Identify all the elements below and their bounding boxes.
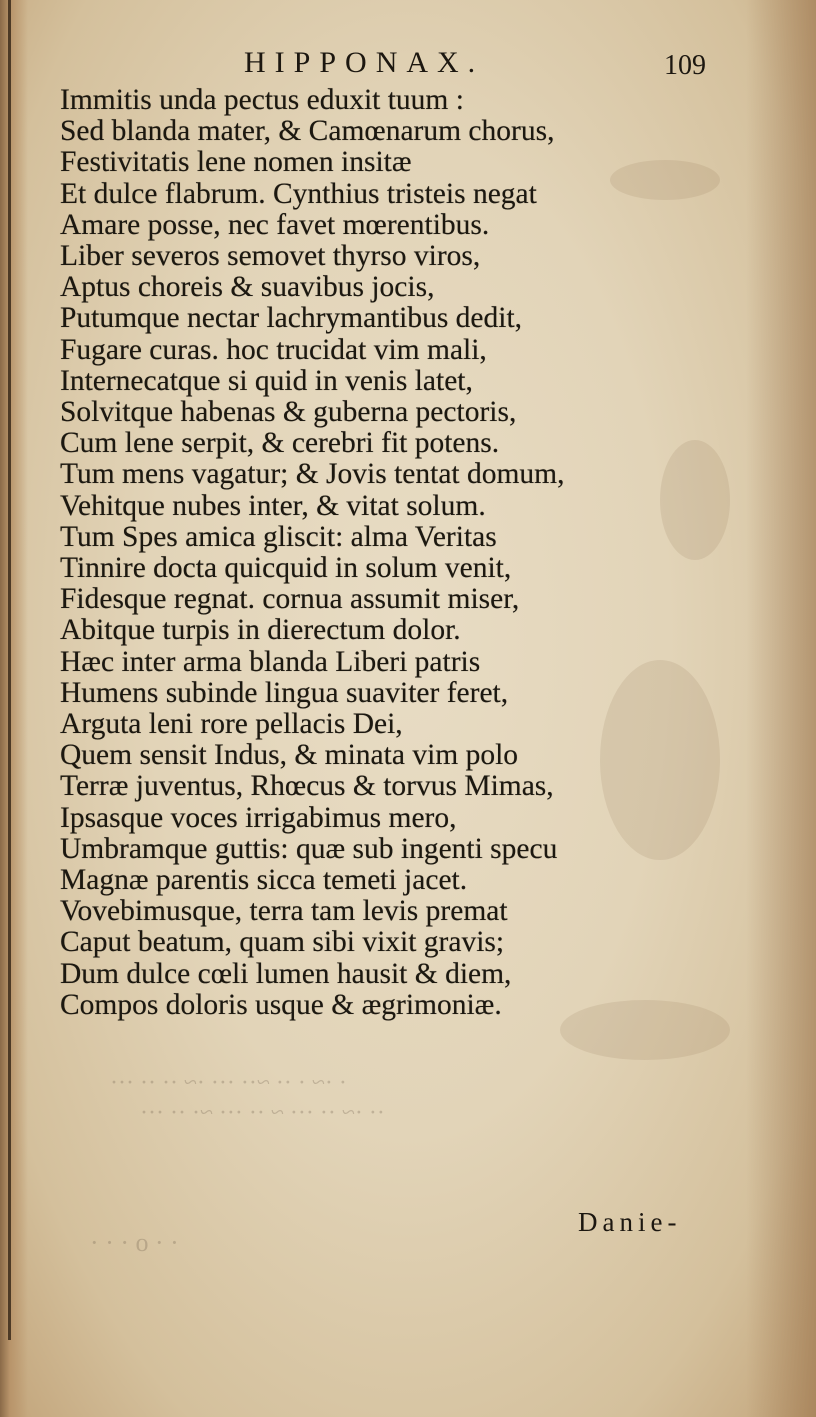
verse-line: Amare posse, nec favet mœrentibus. [60, 208, 490, 241]
show-through-text: ·· ·~ ·· ··· ~ ·· ··· ~· ·· ··· [140, 1100, 385, 1126]
verse-line: Cum lene serpit, & cerebri fit potens. [60, 427, 500, 460]
verse-line: Aptus choreis & suavibus jocis, [60, 271, 435, 304]
running-head: HIPPONAX. [244, 46, 485, 79]
show-through-text: · ·~ · ·· ~·· ··· ·~ ·· ·· ··· [110, 1070, 347, 1096]
ink-smudge [660, 440, 730, 560]
verse-line: Festivitatis lene nomen insitæ [60, 146, 412, 179]
verse-line: Quem sensit Indus, & minata vim polo [60, 739, 519, 772]
verse-line: Fidesque regnat. cornua assumit miser, [60, 583, 520, 616]
verse-line: Arguta leni rore pellacis Dei, [60, 708, 403, 741]
verse-line: Internecatque si quid in venis latet, [60, 364, 473, 397]
verse-line: Tum mens vagatur; & Jovis tentat domum, [60, 458, 565, 491]
verse-line: Dum dulce cœli lumen hausit & diem, [60, 957, 512, 990]
show-through-text: · · o · · · [90, 1228, 179, 1257]
verse-line: Hæc inter arma blanda Liberi patris [60, 645, 481, 678]
poem-text [60, 85, 660, 1021]
catchword: Danie- [578, 1207, 682, 1237]
verse-line: Tum Spes amica gliscit: alma Veritas [60, 520, 497, 553]
verse-line: Immitis unda pectus eduxit tuum : [60, 84, 464, 116]
verse-line: Tinnire docta quicquid in solum venit, [60, 552, 512, 585]
verse-line: Fugare curas. hoc trucidat vim mali, [60, 333, 487, 366]
page-gutter-edge [8, 0, 11, 1340]
verse-line: Solvitque habenas & guberna pectoris, [60, 396, 517, 429]
verse-line: Putumque nectar lachrymantibus dedit, [60, 302, 523, 335]
verse-line: Vehitque nubes inter, & vitat solum. [60, 489, 486, 522]
verse-line: Umbramque guttis: quæ sub ingenti specu [60, 832, 558, 865]
verse-line: Abitque turpis in dierectum dolor. [60, 614, 461, 647]
verse-line: Terræ juventus, Rhœcus & torvus Mimas, [60, 770, 554, 803]
verse-line: Et dulce flabrum. Cynthius tristeis negat [60, 177, 537, 210]
verse-line: Liber severos semovet thyrso viros, [60, 240, 481, 273]
verse-line: Sed blanda mater, & Camœnarum chorus, [60, 115, 555, 148]
page-number: 109 [664, 50, 706, 81]
verse-line: Vovebimusque, terra tam levis premat [60, 895, 508, 928]
verse-line: Humens subinde lingua suaviter feret, [60, 676, 509, 709]
verse-line: Compos doloris usque & ægrimoniæ. [60, 988, 502, 1021]
verse-line: Magnæ parentis sicca temeti jacet. [60, 864, 468, 897]
verse-line: Caput beatum, quam sibi vixit gravis; [60, 926, 505, 959]
verse-line: Ipsasque voces irrigabimus mero, [60, 801, 457, 834]
